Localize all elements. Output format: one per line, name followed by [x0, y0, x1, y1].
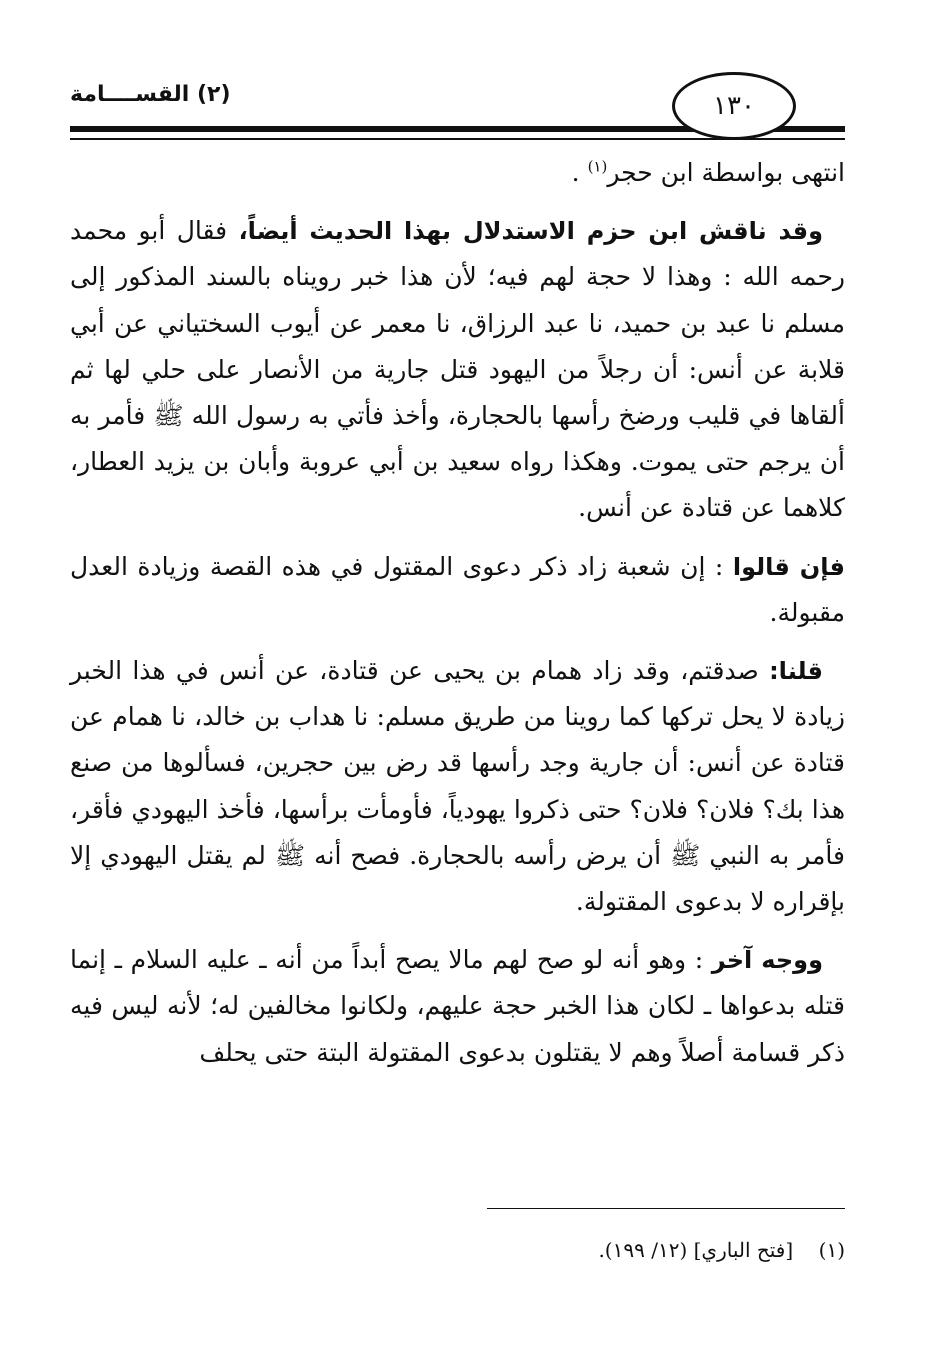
paragraph-2 [70, 208, 845, 531]
page-number: ١٣٠ [713, 91, 755, 121]
footnote-number: (١) [818, 1238, 845, 1262]
paragraph-1-text: انتهى بواسطة ابن حجر [607, 158, 845, 187]
paragraph-3 [70, 544, 845, 636]
page-number-oval [672, 72, 796, 140]
footnote [300, 1238, 845, 1262]
running-title: (٢) القســــامة [70, 82, 231, 107]
paragraph-3-lead: فإن قالوا [732, 552, 845, 581]
paragraph-1-end: . [571, 158, 588, 187]
paragraph-4-lead: قلنا: [769, 657, 823, 686]
body-text [70, 150, 845, 1088]
paragraph-1 [70, 150, 845, 196]
paragraph-3-text: : إن شعبة زاد ذكر دعوى المقتول في هذه القصة وزيادة العدل مقبولة. [70, 551, 845, 627]
footnote-ref: (١) [587, 157, 608, 176]
paragraph-5-lead: ووجه آخر [711, 946, 823, 975]
paragraph-2-text: فقال أبو محمد رحمه الله : وهذا لا حجة لهم فيه؛ لأن هذا خبر رويناه بالسند المذكور إلى مسلم نا عبد بن حميد، نا عبد الرزاق، نا معمر عن أيوب السختياني عن أبي قلابة عن أنس: أن رجلاً من اليهود قتل جارية من الأنصار على حلي لها ثم ألقاها في قليب ورضخ رأسها بالحجارة، وأخذ فأتي به رسول الله ﷺ فأمر به أن يرجم حتى يموت. وهكذا رواه سعيد بن أبي عروبة وأبان بن يزيد العطار، كلاهما عن قتادة عن أنس. [70, 216, 845, 523]
paragraph-4 [70, 648, 845, 925]
footnote-text: [فتح الباري] (١٢/ ١٩٩). [598, 1238, 794, 1262]
paragraph-2-lead: وقد ناقش ابن حزم الاستدلال بهذا الحديث أيضاً، [238, 217, 823, 246]
paragraph-5-text: : وهو أنه لو صح لهم مالا يصح أبداً من أنه ـ عليه السلام ـ إنما قتله بدعواها ـ لكان هذا الخبر حجة عليهم، ولكانوا مخالفين له؛ لأنه ليس فيه ذكر قسامة أصلاً وهم لا يقتلون بدعوى المقتولة البتة حتى يحلف [70, 945, 845, 1067]
paragraph-4-text: صدقتم، وقد زاد همام بن يحيى عن قتادة، عن أنس في هذا الخبر زيادة لا يحل تركها كما روينا من طريق مسلم: نا هداب بن خالد، نا همام عن قتادة عن أنس: أن جارية وجد رأسها قد رض بين حجرين، فسألوها من صنع هذا بك؟ فلان؟ فلان؟ حتى ذكروا يهودياً، فأومأت برأسها، فأخذ اليهودي فأقر، فأمر به النبي ﷺ أن يرض رأسه بالحجارة. فصح أنه ﷺ لم يقتل اليهودي إلا بإقراره لا بدعوى المقتولة. [70, 656, 845, 917]
paragraph-5 [70, 937, 845, 1076]
footnote-separator [487, 1208, 845, 1209]
